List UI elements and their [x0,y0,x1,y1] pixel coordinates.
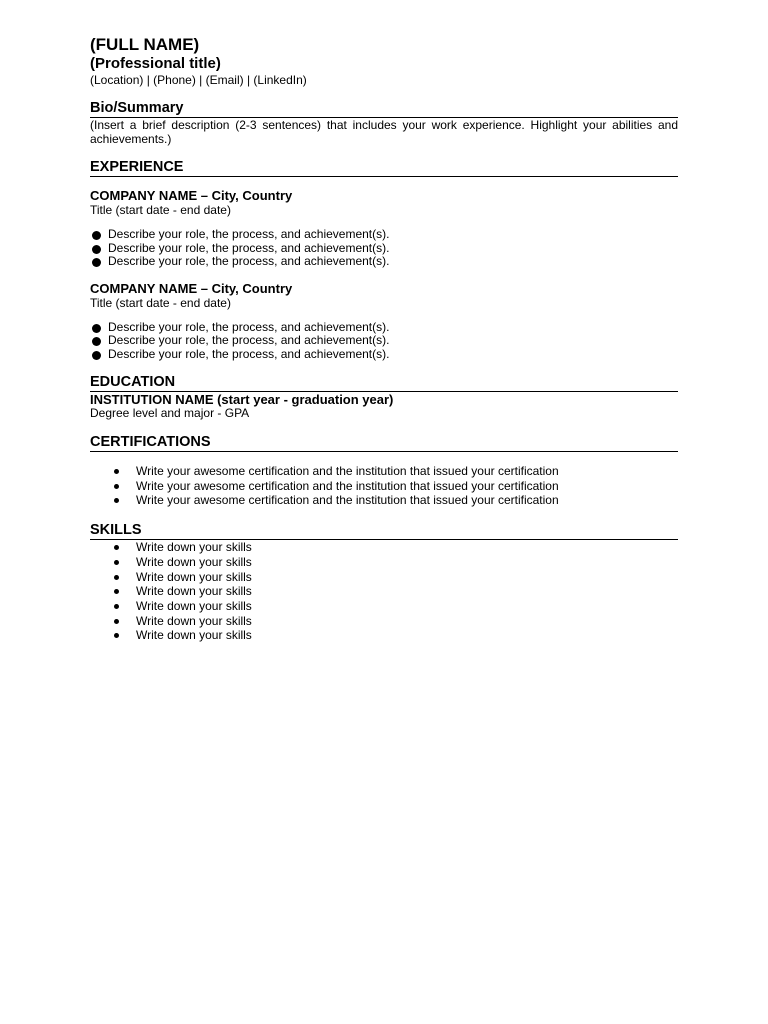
bio-heading: Bio/Summary [90,100,678,118]
bullet-icon [114,484,119,489]
skills-list [90,540,678,643]
bullet-text: Describe your role, the process, and achievement(s). [108,346,390,361]
bullet-text: Describe your role, the process, and achievement(s). [108,319,390,334]
bullet-icon [92,258,101,267]
certification-text: Write your awesome certification and the institution that issued your certification [136,464,559,478]
job-entry [90,281,678,362]
list-item [90,493,678,508]
list-item [90,540,678,555]
list-item [90,334,678,348]
skill-text: Write down your skills [136,628,252,643]
list-item [90,628,678,643]
bio-text: (Insert a brief description (2-3 sentences) that includes your work experience. Highlight your abilities and achievements.) [90,118,678,146]
bullet-icon [114,633,119,638]
list-item [90,599,678,614]
bullet-icon [114,604,119,609]
full-name: (FULL NAME) [90,35,200,54]
company-name: COMPANY NAME – City, Country [90,188,293,203]
skill-text: Write down your skills [136,598,252,613]
education-section [90,374,678,420]
bullet-icon [92,245,101,254]
contact-line: (Location) | (Phone) | (Email) | (LinkedIn) [90,73,307,87]
job-bullets [90,321,678,362]
skill-text: Write down your skills [136,569,252,584]
degree-line: Degree level and major - GPA [90,406,250,420]
experience-section [90,159,678,361]
list-item [90,479,678,494]
job-bullets [90,228,678,269]
bullet-icon [92,337,101,346]
institution-name: INSTITUTION NAME (start year - graduation year) [90,392,394,407]
bullet-icon [114,560,119,565]
bio-section [90,100,678,146]
list-item [90,228,678,242]
certification-text: Write your awesome certification and the institution that issued your certification [136,493,559,508]
skill-text: Write down your skills [136,584,252,599]
bullet-icon [92,231,101,240]
resume-header [90,35,678,88]
bullet-icon [92,351,101,360]
bullet-text: Describe your role, the process, and achievement(s). [108,240,390,255]
certifications-list [90,464,678,508]
list-item [90,321,678,335]
certifications-section [90,434,678,508]
bullet-text: Describe your role, the process, and achievement(s). [108,227,390,241]
bullet-text: Describe your role, the process, and achievement(s). [108,333,390,347]
list-item [90,348,678,362]
skill-text: Write down your skills [136,554,252,569]
bullet-icon [114,545,119,550]
list-item [90,614,678,629]
list-item [90,464,678,479]
experience-heading: EXPERIENCE [90,159,678,177]
bullet-icon [114,575,119,580]
list-item [90,242,678,256]
job-title: Title (start date - end date) [90,203,231,217]
certifications-heading: CERTIFICATIONS [90,434,678,452]
bullet-icon [114,619,119,624]
bullet-icon [114,589,119,594]
list-item [90,570,678,585]
bullet-icon [114,469,119,474]
skill-text: Write down your skills [136,540,252,555]
job-entry [90,188,678,269]
company-name: COMPANY NAME – City, Country [90,280,293,296]
list-item [90,584,678,599]
list-item [90,555,678,570]
education-heading: EDUCATION [90,374,678,392]
certification-text: Write your awesome certification and the institution that issued your certification [136,478,559,493]
bullet-icon [114,498,119,503]
list-item [90,255,678,269]
bullet-icon [92,324,101,333]
skills-section [90,522,678,643]
skills-heading: SKILLS [90,522,678,540]
skill-text: Write down your skills [136,613,252,628]
bullet-text: Describe your role, the process, and achievement(s). [108,254,390,268]
job-title: Title (start date - end date) [90,295,231,310]
professional-title: (Professional title) [90,55,221,72]
resume-page [90,35,678,643]
